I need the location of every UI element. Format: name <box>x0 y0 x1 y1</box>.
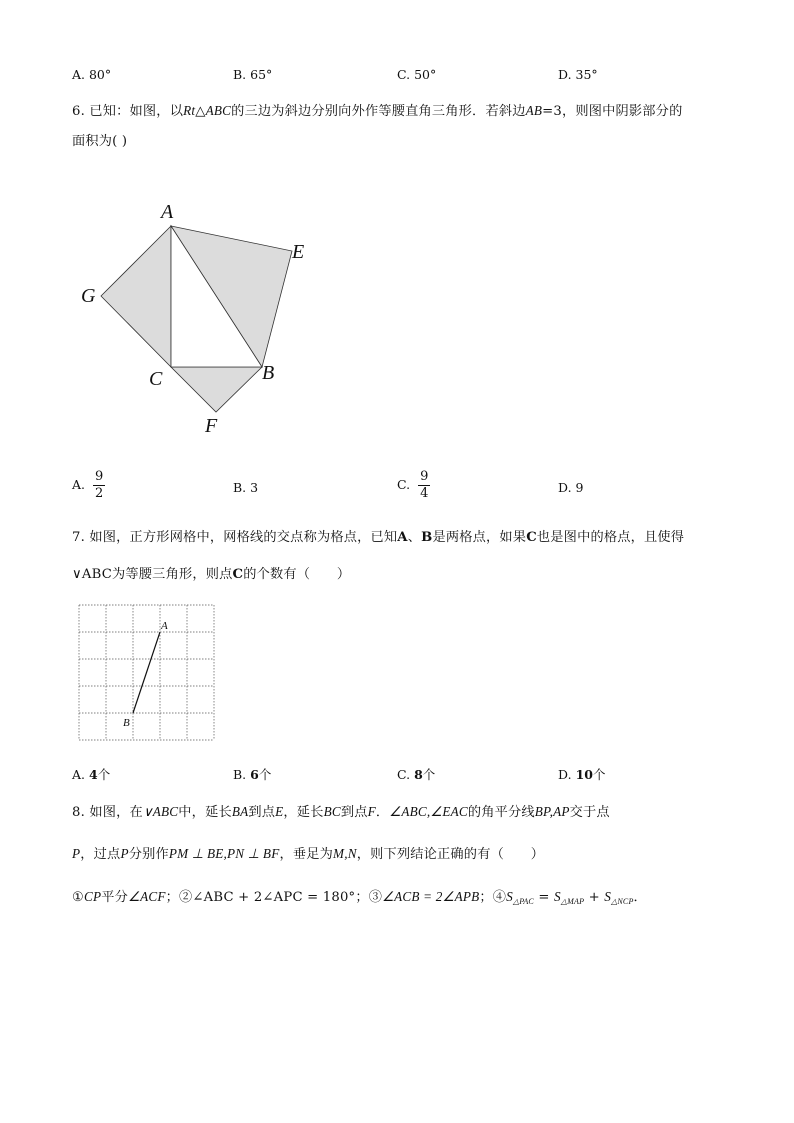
q7-grid-figure <box>78 604 218 744</box>
label-E: E <box>292 241 305 263</box>
grid-label-A: A <box>161 620 168 632</box>
q8-stem-line2: P，过点P分别作PM ⊥ BE,PN ⊥ BF，垂足为M,N，则下列结论正确的有（ ） <box>72 846 545 862</box>
q5-option-c: C. 50° <box>397 67 437 82</box>
q6-figure <box>70 195 330 445</box>
label-B: B <box>262 362 275 384</box>
q6-option-a: A. $\frac{9}{2}$ <box>72 469 104 501</box>
q7-stem-line1: 7. 如图，正方形网格中，网格线的交点称为格点，已知A、B是两格点，如果C也是图中的格点，且使得 <box>72 530 685 545</box>
label-C: C <box>149 368 163 390</box>
q6-option-d: D. 9 <box>558 480 584 495</box>
q6-option-c: C. $\frac{9}{4}$ <box>397 469 429 501</box>
label-G: G <box>81 285 96 307</box>
q6-stem-line1: 6. 已知：如图，以Rt△ABC的三边为斜边分别向外作等腰直角三角形．若斜边AB=3，则图中阴影部分的 <box>72 103 683 119</box>
triangle-CFB <box>171 367 262 412</box>
q7-option-c: C. 8个 <box>397 767 436 782</box>
label-A: A <box>161 201 174 223</box>
q6-stem-line2: 面积为( ) <box>72 134 128 149</box>
grid-label-B: B <box>123 717 130 729</box>
q7-stem-line2: ∨ABC为等腰三角形，则点C的个数有（ ） <box>72 567 351 582</box>
q7-option-d: D. 10个 <box>558 767 606 782</box>
q5-option-d: D. 35° <box>558 67 598 82</box>
label-F: F <box>205 415 218 437</box>
q6-option-b: B. 3 <box>233 480 259 495</box>
q7-option-b: B. 6个 <box>233 767 272 782</box>
q5-option-b: B. 65° <box>233 67 273 82</box>
fraction-9-4: $\frac{9}{4}$ <box>420 469 429 501</box>
triangle-AGC <box>101 226 171 367</box>
q7-option-a: A. 4个 <box>72 767 111 782</box>
q8-stem-line1: 8. 如图，在∨ABC中，延长BA到点E，延长BC到点F．∠ABC,∠EAC的角平分线BP,AP交于点 <box>72 804 610 820</box>
q8-statements: ①CP平分∠ACF；②∠ABC + 2∠APC = 180°；③∠ACB = 2∠APB；$④S_{\triangle PAC} = S_{\triangle MAP} + S_{\triangle NCP}$． <box>72 889 647 906</box>
q5-option-a: A. 80° <box>72 67 112 82</box>
fraction-9-2: $\frac{9}{2}$ <box>95 469 104 501</box>
segment-AB <box>133 632 160 713</box>
